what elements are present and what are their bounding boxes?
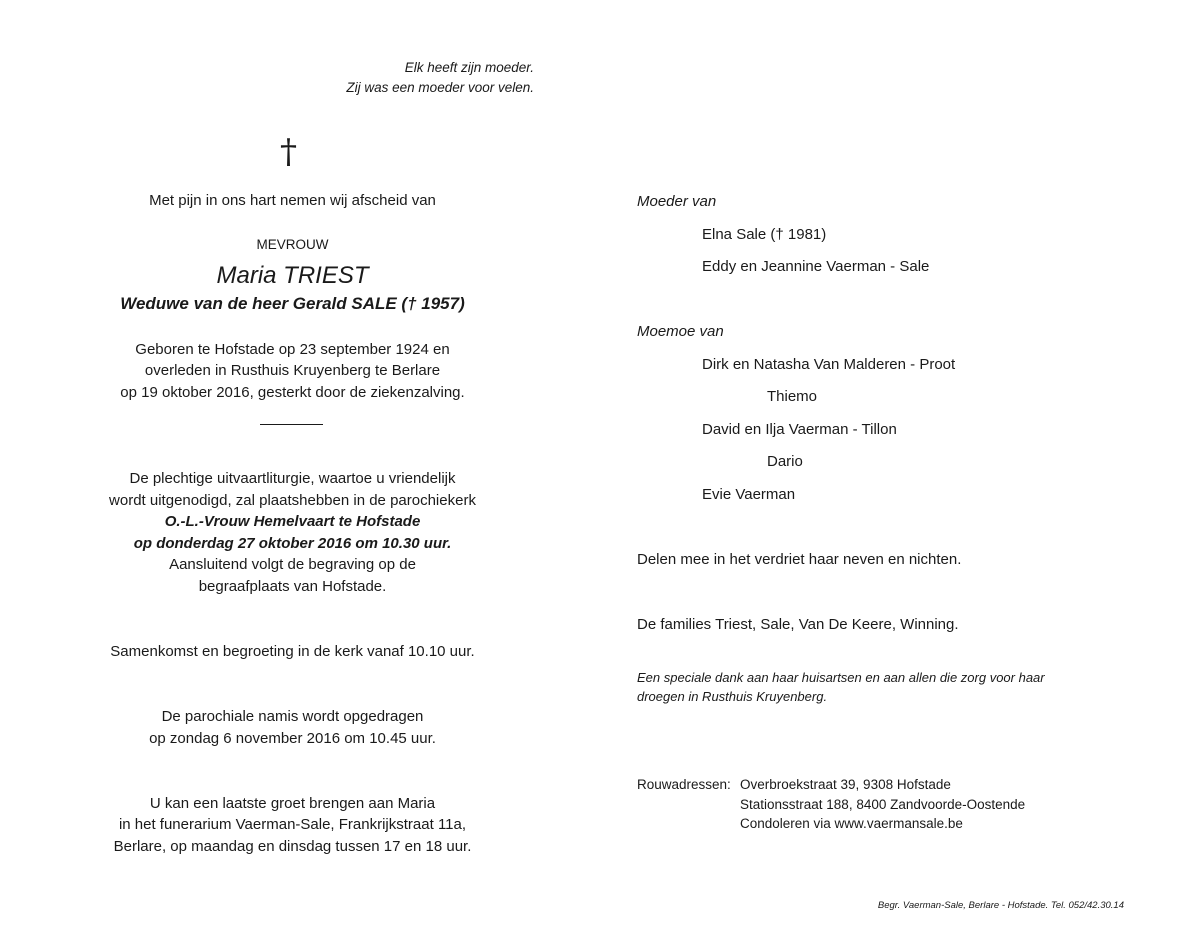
visit-line-1: U kan een laatste groet brengen aan Maria [149,795,436,812]
birth-line-2: overleden in Rusthuis Kruyenberg te Berlare [144,362,441,379]
funeral-line-1: De plechtige uitvaartliturgie, waartoe u vriendelijk [129,470,456,487]
grandchild-3: Evie Vaerman [702,486,796,503]
grandchild-1: Dirk en Natasha Van Malderen - Proot [702,356,956,373]
funeral-line-2: wordt uitgenodigd, zal plaatshebben in de parochiekerk [109,492,476,509]
funeral-line-5: Aansluitend volgt de begraving op de [169,556,416,573]
title-text: MEVROUW [256,237,329,252]
address-2: Stationsstraat 188, 8400 Zandvoorde-Oostende [740,797,1026,812]
child-2: Eddy en Jeannine Vaerman - Sale [702,258,930,275]
funeral-line-6: begraafplaats van Hofstade. [198,578,387,595]
thanks-line-1: Een speciale dank aan haar huisartsen en aan allen die zorg voor haar [637,670,1045,685]
families-text: De families Triest, Sale, Van De Keere, Winning. [637,616,959,633]
addresses-label: Rouwadressen: [637,777,731,792]
visit-line-2: in het funerarium Vaerman-Sale, Frankrijkstraat 11a, [118,816,467,833]
mass-line-2: op zondag 6 november 2016 om 10.45 uur. [149,730,436,747]
deceased-name: Maria TRIEST [216,262,369,289]
funeral-date: op donderdag 27 oktober 2016 om 10.30 uur. [133,535,452,552]
address-1: Overbroekstraat 39, 9308 Hofstade [740,777,951,792]
child-1: Elna Sale († 1981) [702,226,827,243]
divider-line [260,424,323,425]
mass-line-1: De parochiale namis wordt opgedragen [161,708,424,725]
grandchild-2: David en Ilja Vaerman - Tillon [702,421,897,438]
great-grandchild-1: Thiemo [767,388,818,405]
widow-line: Weduwe van de heer Gerald SALE († 1957) [120,294,465,313]
condolence-link: Condoleren via www.vaermansale.be [740,816,963,831]
birth-line-3: op 19 oktober 2016, gesterkt door de ziekenzalving. [120,384,465,401]
gathering-text: Samenkomst en begroeting in de kerk vanaf 10.10 uur. [110,643,475,660]
birth-line-1: Geboren te Hofstade op 23 september 1924 en [135,341,450,358]
intro-text: Met pijn in ons hart nemen wij afscheid van [149,192,436,209]
funeral-church: O.-L.-Vrouw Hemelvaart te Hofstade [164,513,421,530]
mother-of-label: Moeder van [637,193,717,210]
grandmother-of-label: Moemoe van [637,323,724,340]
cross-icon: † [280,132,297,172]
visit-line-3: Berlare, op maandag en dinsdag tussen 17 en 18 uur. [113,838,472,855]
relatives-text: Delen mee in het verdriet haar neven en nichten. [637,551,962,568]
great-grandchild-2: Dario [767,453,803,470]
motto-line-2: Zij was een moeder voor velen. [346,80,534,95]
thanks-line-2: droegen in Rusthuis Kruyenberg. [637,689,828,704]
footer-credit: Begr. Vaerman-Sale, Berlare - Hofstade. Tel. 052/42.30.14 [877,900,1124,911]
motto-line-1: Elk heeft zijn moeder. [404,60,534,75]
